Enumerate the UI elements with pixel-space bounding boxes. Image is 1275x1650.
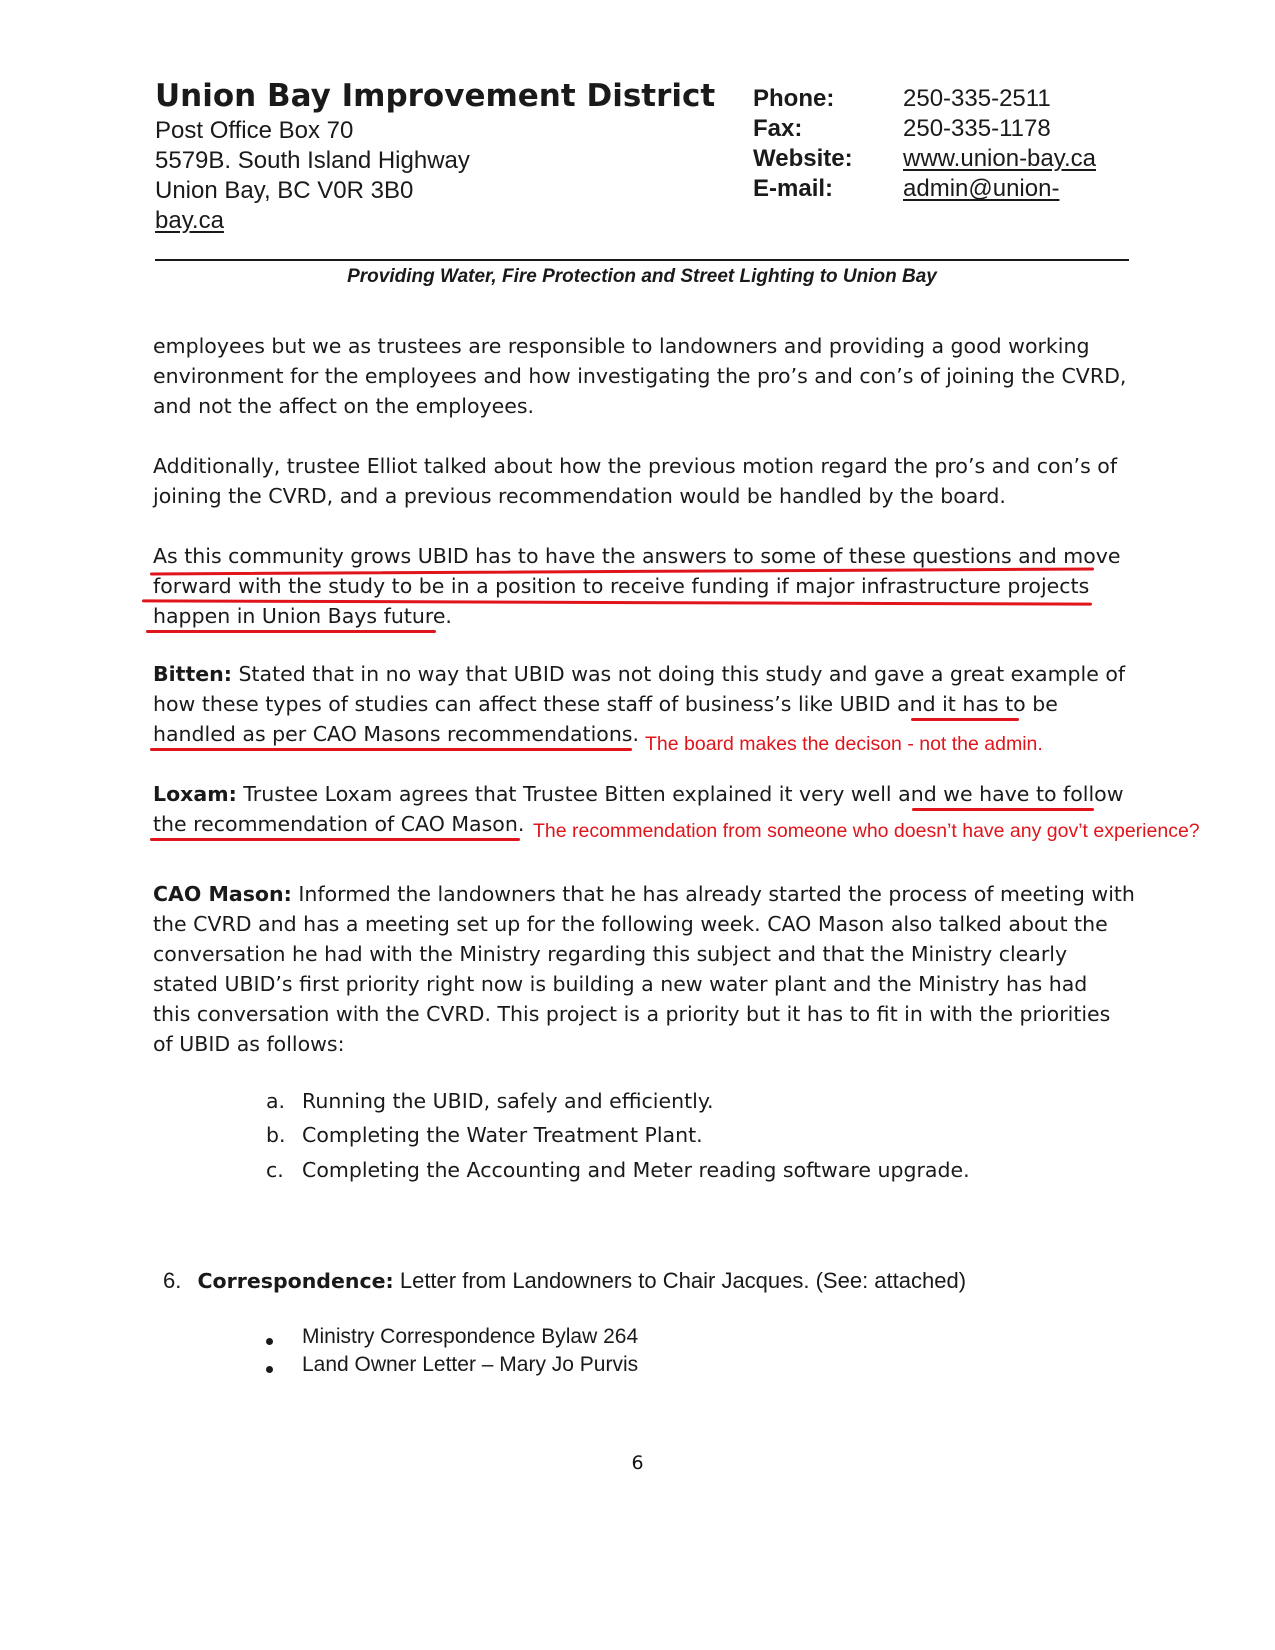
paragraph-line: of UBID as follows: — [153, 1032, 345, 1056]
bitten-line — [153, 659, 1125, 690]
paragraph-line: As this community grows UBID has to have the answers to some of these questions and move — [153, 544, 1121, 568]
paragraph-line: and not the affect on the employees. — [153, 394, 535, 418]
paragraph-line: forward with the study to be in a position to receive funding if major infrastructure projects — [153, 574, 1090, 598]
cao-text: Informed the landowners that he has already started the process of meeting with — [298, 882, 1135, 906]
phone-value: 250-335-2511 — [903, 85, 1051, 112]
paragraph-line: this conversation with the CVRD. This project is a priority but it has to fit in with the priorities — [153, 1002, 1111, 1026]
section-number: 6. — [163, 1268, 182, 1293]
fax-value: 250-335-1178 — [903, 115, 1051, 142]
correspondence-section — [163, 1268, 966, 1294]
correspondence-label: Correspondence: — [197, 1269, 394, 1293]
list-item: Completing the Accounting and Meter reading software upgrade. — [302, 1158, 970, 1182]
phone-label: Phone: — [753, 85, 835, 112]
email-label: E-mail: — [753, 175, 834, 202]
list-marker: c. — [266, 1158, 284, 1182]
speaker-label-cao: CAO Mason: — [153, 882, 292, 906]
tagline: Providing Water, Fire Protection and Street Lighting to Union Bay — [347, 266, 937, 287]
speaker-label-bitten: Bitten: — [153, 662, 232, 686]
handwritten-annotation: The board makes the decison - not the admin. — [645, 733, 1043, 755]
website-label: Website: — [753, 145, 853, 172]
header-divider — [155, 259, 1129, 261]
organization-name: Union Bay Improvement District — [155, 78, 716, 114]
address-line: Post Office Box 70 — [155, 117, 354, 144]
page-number: 6 — [631, 1452, 644, 1474]
bullet-icon — [266, 1338, 273, 1345]
paragraph-line: handled as per CAO Masons recommendations. — [153, 722, 640, 746]
red-underline — [150, 838, 520, 841]
speaker-label-loxam: Loxam: — [153, 782, 237, 806]
list-marker: b. — [266, 1123, 286, 1147]
loxam-line — [153, 779, 1124, 810]
paragraph-line: happen in Union Bays future. — [153, 604, 452, 628]
paragraph-line: employees but we as trustees are responsible to landowners and providing a good working — [153, 334, 1090, 358]
bitten-text: Stated that in no way that UBID was not doing this study and gave a great example of — [238, 662, 1126, 686]
list-marker: a. — [266, 1089, 286, 1113]
handwritten-annotation: The recommendation from someone who doesn’t have any gov’t experience? — [533, 820, 1200, 842]
red-underline — [912, 808, 1094, 811]
attachment-item: Ministry Correspondence Bylaw 264 — [302, 1325, 639, 1348]
paragraph-line: how these types of studies can affect these staff of business’s like UBID and it has to be — [153, 692, 1058, 716]
attachment-item: Land Owner Letter – Mary Jo Purvis — [302, 1353, 639, 1376]
cao-line — [153, 879, 1135, 910]
loxam-text: Trustee Loxam agrees that Trustee Bitten explained it very well and we have to follow — [243, 782, 1124, 806]
paragraph-line: the CVRD and has a meeting set up for the following week. CAO Mason also talked about the — [153, 912, 1108, 936]
paragraph-line: stated UBID’s first priority right now is building a new water plant and the Ministry has had — [153, 972, 1088, 996]
paragraph-line: Additionally, trustee Elliot talked about how the previous motion regard the pro’s and con’s of — [153, 454, 1118, 478]
paragraph-line: environment for the employees and how investigating the pro’s and con’s of joining the CVRD, — [153, 364, 1127, 388]
address-line: 5579B. South Island Highway — [155, 147, 470, 174]
bullet-icon — [266, 1366, 273, 1373]
paragraph-line: conversation he had with the Ministry regarding this subject and that the Ministry clearly — [153, 942, 1068, 966]
paragraph-line: the recommendation of CAO Mason. — [153, 812, 525, 836]
red-underline — [146, 630, 436, 633]
correspondence-text: Letter from Landowners to Chair Jacques. (See: attached) — [399, 1268, 967, 1293]
list-item: Completing the Water Treatment Plant. — [302, 1123, 703, 1147]
paragraph-line: joining the CVRD, and a previous recommendation would be handled by the board. — [153, 484, 1006, 508]
email-link[interactable]: admin@union- — [903, 175, 1060, 202]
red-underline — [150, 748, 632, 751]
fax-label: Fax: — [753, 115, 803, 142]
address-line-website-wrap[interactable]: bay.ca — [155, 207, 224, 234]
address-line: Union Bay, BC V0R 3B0 — [155, 177, 414, 204]
list-item: Running the UBID, safely and efficiently. — [302, 1089, 714, 1113]
red-underline — [911, 718, 1019, 721]
website-link[interactable]: www.union-bay.ca — [903, 145, 1096, 172]
